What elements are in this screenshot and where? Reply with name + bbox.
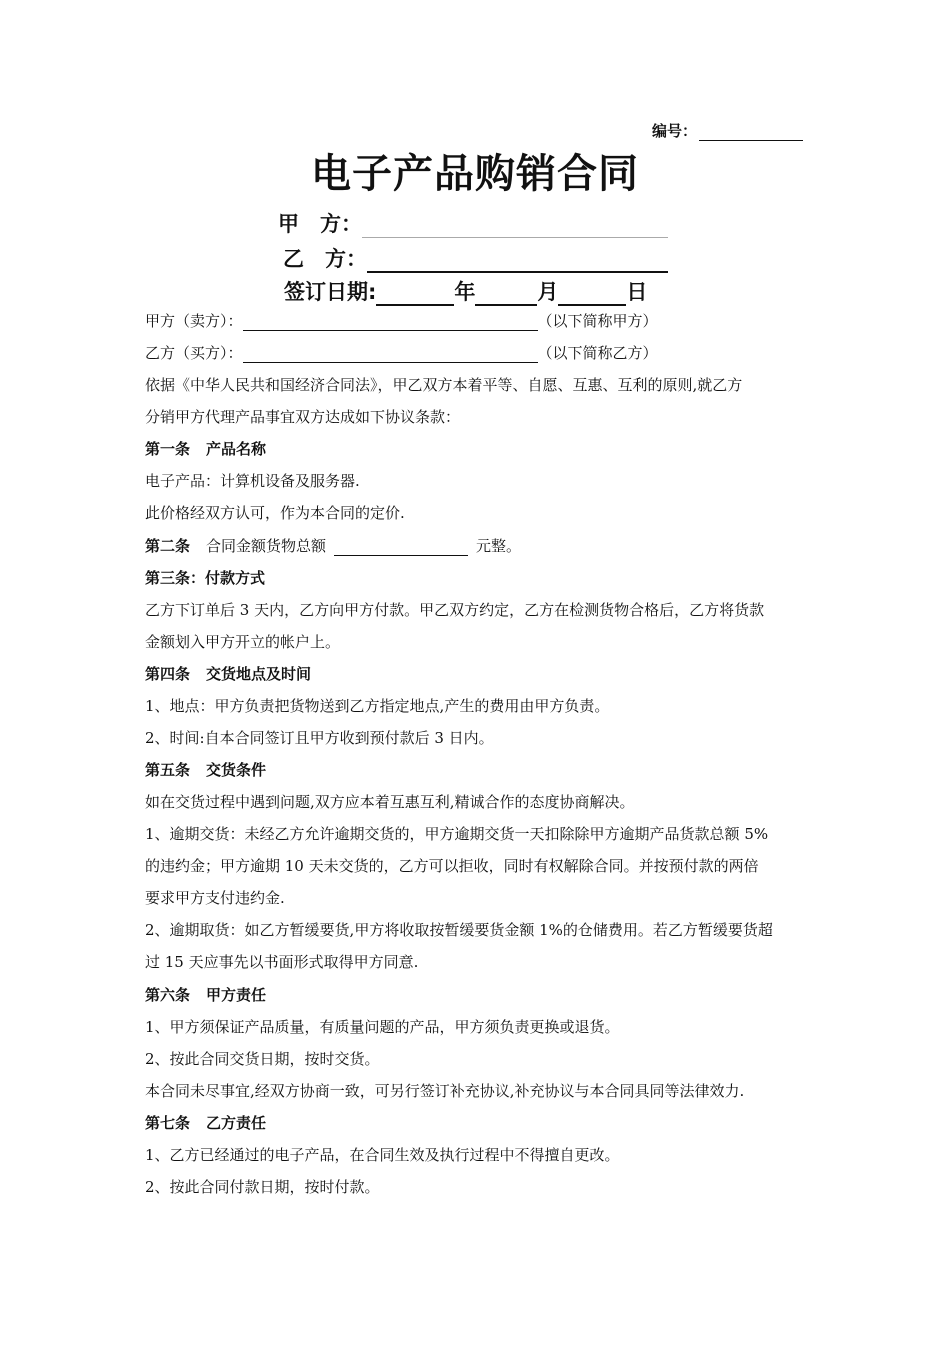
amount-blank bbox=[334, 541, 468, 556]
article-4-title: 交货地点及时间 bbox=[206, 665, 312, 683]
seller-label: 甲方（卖方）： bbox=[145, 312, 243, 330]
article-1-line-2: 此价格经双方认可，作为本合同的定价. bbox=[145, 504, 405, 522]
article-1-number: 第一条 bbox=[145, 440, 191, 458]
article-1-heading bbox=[145, 438, 266, 459]
article-3-line-1: 乙方下订单后 3 天内，乙方向甲方付款。甲乙双方约定，乙方在检测货物合格后，乙方将货款 bbox=[145, 601, 765, 619]
contract-number-blank bbox=[699, 126, 803, 141]
article-5-line-4: 要求甲方支付违约金. bbox=[145, 889, 285, 907]
article-6-heading bbox=[145, 984, 266, 1005]
contract-number-label: 编号： bbox=[652, 122, 698, 140]
month-label: 月 bbox=[537, 280, 559, 304]
article-6-line-2: 2、按此合同交货日期，按时交货。 bbox=[145, 1050, 380, 1068]
year-label: 年 bbox=[454, 280, 476, 304]
party-b-label: 乙 方： bbox=[283, 247, 367, 271]
article-7-line-1: 1、乙方已经通过的电子产品，在合同生效及执行过程中不得擅自更改。 bbox=[145, 1146, 620, 1164]
sign-date-label: 签订日期: bbox=[284, 280, 377, 304]
party-a-label: 甲 方： bbox=[278, 212, 362, 236]
party-a-row bbox=[278, 208, 668, 238]
article-7-line-2: 2、按此合同付款日期，按时付款。 bbox=[145, 1178, 380, 1196]
basis-line-1: 依据《中华人民共和国经济合同法》，甲乙双方本着平等、自愿、互惠、互利的原则,就乙方 bbox=[145, 376, 743, 394]
article-2-text-after: 元整。 bbox=[476, 537, 522, 555]
seller-suffix: （以下简称甲方） bbox=[537, 312, 658, 330]
page-title: 电子产品购销合同 bbox=[311, 151, 639, 197]
month-blank bbox=[475, 284, 537, 306]
article-4-line-1: 1、地点：甲方负责把货物送到乙方指定地点,产生的费用由甲方负责。 bbox=[145, 697, 610, 715]
buyer-suffix: （以下简称乙方） bbox=[537, 344, 658, 362]
article-5-line-6: 过 15 天应事先以书面形式取得甲方同意. bbox=[145, 953, 419, 971]
buyer-label: 乙方（买方）： bbox=[145, 344, 243, 362]
article-6-line-1: 1、甲方须保证产品质量，有质量问题的产品，甲方须负责更换或退货。 bbox=[145, 1018, 620, 1036]
article-7-title: 乙方责任 bbox=[206, 1114, 267, 1132]
day-label: 日 bbox=[626, 280, 648, 304]
buyer-line bbox=[145, 342, 658, 363]
article-1-title: 产品名称 bbox=[206, 440, 267, 458]
article-5-line-3: 的违约金；甲方逾期 10 天未交货的，乙方可以拒收，同时有权解除合同。并按预付款的两倍 bbox=[145, 857, 759, 875]
party-b-row bbox=[283, 243, 668, 273]
basis-line-2: 分销甲方代理产品事宜双方达成如下协议条款： bbox=[145, 408, 461, 426]
article-5-title: 交货条件 bbox=[206, 761, 267, 779]
article-1-line-1: 电子产品：计算机设备及服务器. bbox=[145, 472, 360, 490]
day-blank bbox=[558, 284, 626, 306]
article-5-line-2: 1、逾期交货：未经乙方允许逾期交货的，甲方逾期交货一天扣除除甲方逾期产品货款总额 5% bbox=[145, 825, 769, 843]
article-4-number: 第四条 bbox=[145, 665, 191, 683]
contract-number bbox=[652, 120, 803, 141]
article-2-text-before: 合同金额货物总额 bbox=[206, 537, 327, 555]
article-4-line-2: 2、时间:自本合同签订且甲方收到预付款后 3 日内。 bbox=[145, 729, 494, 747]
article-7-heading bbox=[145, 1112, 266, 1133]
article-5-number: 第五条 bbox=[145, 761, 191, 779]
article-6-line-3: 本合同未尽事宜,经双方协商一致，可另行签订补充协议,补充协议与本合同具同等法律效力. bbox=[145, 1082, 745, 1100]
seller-line bbox=[145, 310, 658, 331]
article-3-heading: 第三条：付款方式 bbox=[145, 569, 266, 587]
party-a-blank bbox=[362, 217, 668, 238]
article-3-line-2: 金额划入甲方开立的帐户上。 bbox=[145, 633, 341, 651]
article-2-line bbox=[145, 535, 521, 556]
article-4-heading bbox=[145, 663, 311, 684]
seller-blank bbox=[243, 316, 538, 331]
article-6-title: 甲方责任 bbox=[206, 986, 267, 1004]
article-5-line-5: 2、逾期取货：如乙方暂缓要货,甲方将收取按暂缓要货金额 1%的仓储费用。若乙方暂缓要货超 bbox=[145, 921, 773, 939]
article-5-line-1: 如在交货过程中遇到问题,双方应本着互惠互利,精诚合作的态度协商解决。 bbox=[145, 793, 635, 811]
article-7-number: 第七条 bbox=[145, 1114, 191, 1132]
article-5-heading bbox=[145, 759, 266, 780]
article-6-number: 第六条 bbox=[145, 986, 191, 1004]
article-2-number: 第二条 bbox=[145, 537, 191, 555]
sign-date-row bbox=[284, 276, 647, 306]
party-b-blank bbox=[367, 251, 668, 273]
buyer-blank bbox=[243, 348, 538, 363]
year-blank bbox=[376, 284, 454, 306]
